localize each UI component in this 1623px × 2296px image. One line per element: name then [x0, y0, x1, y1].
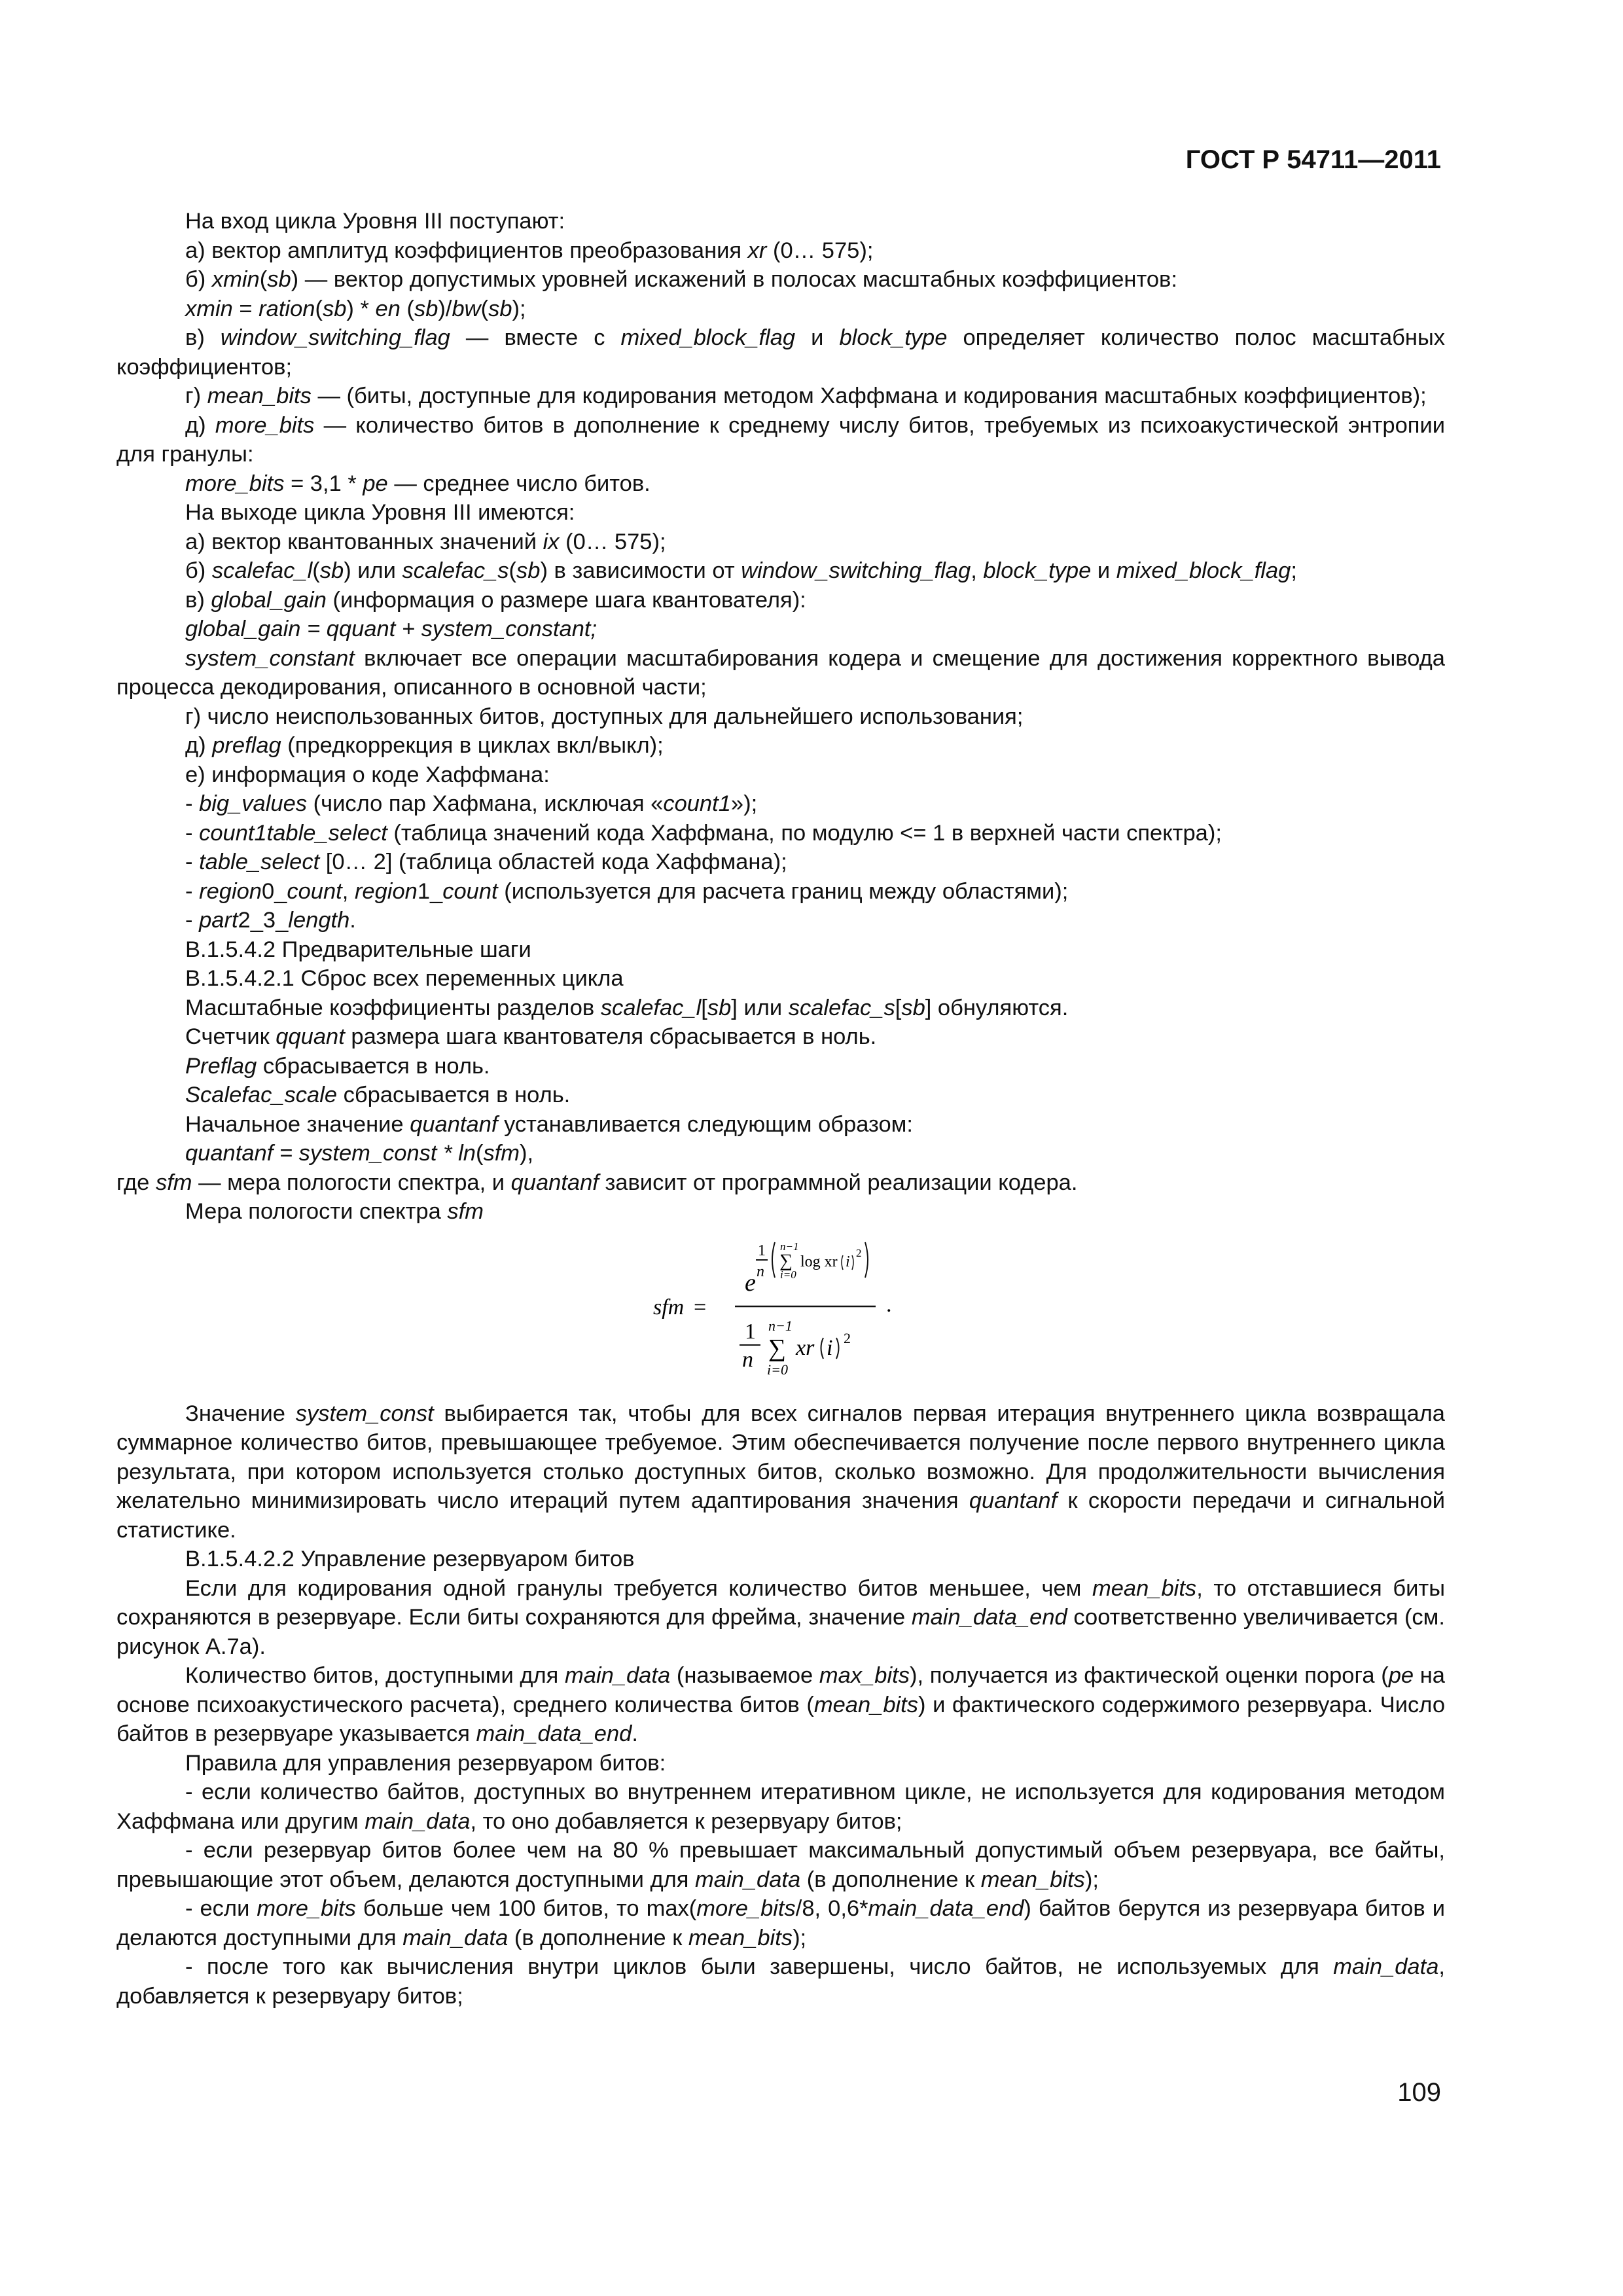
para-l03: б) xmin(sb) — вектор допустимых уровней искажений в полосах масштабных коэффициентов:: [185, 267, 1177, 292]
para-l02: а) вектор амплитуд коэффициентов преобразования xr (0… 575);: [185, 238, 874, 263]
para-l28: Scalefac_scale сбрасывается в ноль.: [185, 1083, 571, 1107]
section-heading: В.1.5.4.2.1 Сброс всех переменных цикла: [185, 966, 624, 991]
para-l36: Количество битов, доступными для main_data (называемое max_bits), получается из фактической оценки порога (pe на основе психоакустического расчета), среднего количества битов (mean_bits) и фактического содержимого резервуара. Число байтов в резервуаре указывается main_data_end.: [116, 1663, 1446, 1746]
rule-item: - если количество байтов, доступных во внутреннем итеративном цикле, не используется для кодирования методом Хаффмана или другим main_data, то оно добавляется к резервуару битов;: [116, 1780, 1445, 1834]
rule-item: - после того как вычисления внутри циклов были завершены, число байтов, не используемых для main_data, добавляется к резервуару битов;: [116, 1954, 1445, 2009]
svg-text:i=0: i=0: [780, 1268, 796, 1281]
svg-text:sfm: sfm: [653, 1295, 685, 1319]
para-l05: в) window_switching_flag — вместе с mixed_block_flag и block_type определяет количество полос масштабных коэффициентов;: [116, 325, 1445, 380]
list-item: - table_select [0… 2] (таблица областей кода Хаффмана);: [185, 850, 787, 874]
list-item: - region0_count, region1_count (используется для расчета границ между областями);: [185, 878, 1069, 904]
para-l37: Правила для управления резервуаром битов:: [185, 1750, 666, 1776]
para-l06: г) mean_bits — (биты, доступные для кодирования методом Хаффмана и кодирования масштабных коэффициентов);: [185, 384, 1427, 408]
para-l07: д) more_bits — количество битов в дополнение к среднему числу битов, требуемых из психоакустической энтропии для гранулы:: [116, 412, 1445, 467]
para-l31: где sfm — мера пологости спектра, и quantanf зависит от программной реализации кодера.: [116, 1170, 1078, 1195]
para-l15: г) число неиспользованных битов, доступных для дальнейшего использования;: [185, 704, 1024, 729]
svg-text:1: 1: [745, 1319, 756, 1344]
para-l10: а) вектор квантованных значений ix (0… 575);: [185, 529, 666, 554]
svg-text:n: n: [757, 1263, 764, 1280]
para-l26: Счетчик qquant размера шага квантователя сбрасывается в ноль.: [185, 1024, 877, 1049]
section-heading: В.1.5.4.2.2 Управление резервуаром битов: [185, 1547, 635, 1571]
svg-text:1: 1: [758, 1242, 766, 1259]
para-l08: more_bits = 3,1 * pe — среднее число битов.: [185, 471, 651, 496]
para-l35: Если для кодирования одной гранулы требуется количество битов меньшее, чем mean_bits, то отставшиеся биты сохраняются в резервуаре. Если биты сохраняются для фрейма, значение main_data_end соответственно увеличивается (см. рисунок А.7а).: [116, 1575, 1445, 1659]
rule-item: - если резервуар битов более чем на 80 % превышает максимальный допустимый объем резервуара, все байты, превышающие этот объем, делаются доступными для main_data (в дополнение к mean_bits);: [116, 1838, 1445, 1892]
para-l25: Масштабные коэффициенты разделов scalefac_l[sb] или scalefac_s[sb] обнуляются.: [185, 995, 1069, 1020]
para-l04: xmin = ration(sb) * en (sb)/bw(sb);: [185, 296, 526, 321]
svg-text:.: .: [886, 1292, 892, 1317]
svg-text:log xr: log xr: [800, 1253, 838, 1270]
para-l32: Мера пологости спектра sfm: [185, 1199, 484, 1224]
svg-text:∑: ∑: [779, 1250, 793, 1271]
section-heading: В.1.5.4.2 Предварительные шаги: [185, 937, 531, 962]
rule-item: - если more_bits больше чем 100 битов, то max(more_bits/8, 0,6*main_data_end) байтов берутся из резервуара битов и делаются доступными для main_data (в дополнение к mean_bits);: [116, 1896, 1445, 1950]
formula-svg: [653, 1230, 1020, 1394]
para-l13: global_gain = qquant + system_constant;: [185, 617, 597, 641]
para-l27: Preflag сбрасывается в ноль.: [185, 1053, 490, 1079]
page-number: 109: [1397, 2078, 1441, 2107]
svg-text:∑: ∑: [768, 1334, 787, 1362]
svg-text:2: 2: [844, 1329, 851, 1346]
list-item: - part2_3_length.: [185, 908, 356, 933]
svg-text:i: i: [827, 1335, 833, 1360]
svg-text:i: i: [846, 1253, 850, 1270]
para-l17: е) информация о коде Хаффмана:: [185, 762, 550, 787]
sfm-formula: [116, 1230, 1445, 1394]
para-l16: д) preflag (предкоррекция в циклах вкл/выкл);: [185, 733, 664, 758]
para-l33: Значение system_const выбирается так, чтобы для всех сигналов первая итерация внутреннего цикла возвращала суммарное количество битов, превышающее требуемое. Этим обеспечивается получение после первого внутреннего цикла результата, при котором используется столько доступных битов, сколько возможно. Для продолжительности вычисления желательно минимизировать число итераций путем адаптирования значения quantanf к скорости передачи и сигнальной статистике.: [116, 1401, 1445, 1543]
para-l30: quantanf = system_const * ln(sfm),: [185, 1141, 534, 1166]
standard-header: ГОСТ Р 54711—2011: [1185, 145, 1441, 174]
para-l12: в) global_gain (информация о размере шага квантователя):: [185, 587, 806, 613]
para-l11: б) scalefac_l(sb) или scalefac_s(sb) в зависимости от window_switching_flag, block_type и mixed_block_flag;: [185, 558, 1297, 583]
svg-text:xr: xr: [796, 1335, 815, 1360]
svg-text:n−1: n−1: [768, 1317, 793, 1334]
svg-text:n: n: [742, 1347, 753, 1372]
svg-text:n−1: n−1: [780, 1240, 799, 1253]
svg-text:e: e: [745, 1268, 756, 1297]
list-item: - count1table_select (таблица значений кода Хаффмана, по модулю <= 1 в верхней части спектра);: [185, 820, 1222, 846]
svg-text:i=0: i=0: [767, 1361, 788, 1378]
document-body: [116, 207, 1445, 2011]
svg-text:=: =: [694, 1295, 707, 1319]
para-l14: system_constant включает все операции масштабирования кодера и смещение для достижения корректного вывода процесса декодирования, описанного в основной части;: [116, 645, 1445, 700]
para-l01: На вход цикла Уровня III поступают:: [185, 209, 565, 234]
para-l29: Начальное значение quantanf устанавливается следующим образом:: [185, 1111, 913, 1137]
svg-text:2: 2: [856, 1246, 862, 1259]
list-item: - big_values (число пар Хафмана, исключая «count1»);: [185, 791, 758, 816]
para-l09: На выходе цикла Уровня III имеются:: [185, 500, 575, 525]
